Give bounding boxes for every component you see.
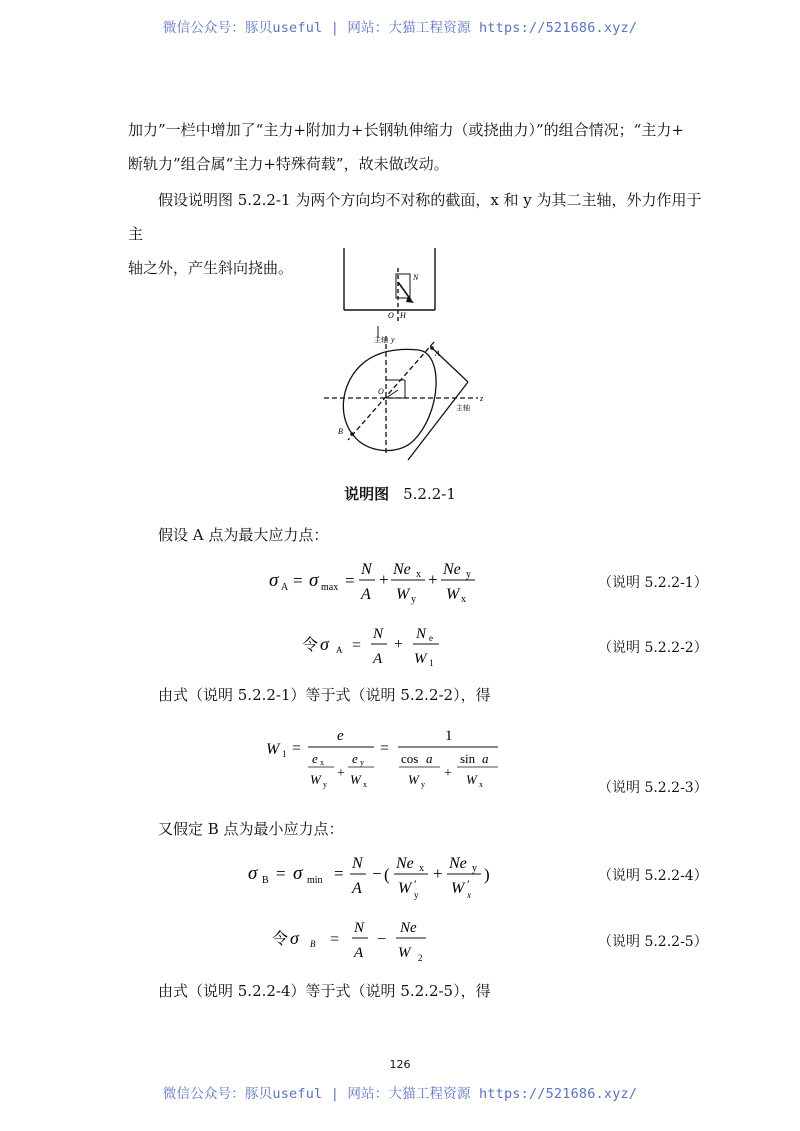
svg-text:W: W [446, 586, 460, 603]
svg-text:x: x [320, 758, 324, 767]
paragraph-6 [128, 974, 708, 1008]
equation-5-number: （说明 5.2.2-5） [598, 934, 708, 950]
label-B: B [338, 427, 343, 436]
svg-text:x: x [479, 780, 483, 789]
svg-text:cos: cos [401, 751, 419, 766]
svg-text:B: B [310, 939, 316, 949]
label-O-top: O [388, 311, 394, 320]
svg-text:e: e [312, 751, 318, 766]
svg-text:x: x [461, 594, 466, 605]
equation-5 [268, 916, 448, 968]
svg-text:1: 1 [282, 749, 287, 759]
svg-text:W: W [466, 772, 477, 787]
svg-text:W: W [414, 651, 427, 667]
svg-text:+: + [444, 766, 452, 781]
label-main-axis-right: 主轴 [456, 404, 470, 412]
svg-text:W: W [396, 586, 410, 603]
paragraph-1-line-1: 加力”一栏中增加了“主力+附加力+长钢轨伸缩力（或挠曲力）”的组合情况；“主力+ [128, 121, 684, 139]
svg-text:=: = [345, 571, 355, 590]
svg-text:+: + [428, 570, 438, 589]
equation-2 [298, 620, 458, 672]
svg-text:σ: σ [269, 570, 279, 591]
svg-text:=: = [334, 864, 344, 883]
paragraph-1-line-2: 断轨力”组合属“主力+特殊荷载”，故未做改动。 [128, 155, 449, 173]
label-main-axis-top: 主轴 [374, 336, 388, 344]
svg-text:x: x [363, 780, 367, 789]
svg-text:A: A [354, 945, 364, 961]
svg-text:N: N [361, 561, 372, 578]
svg-text:Ne: Ne [400, 920, 417, 936]
svg-text:B: B [262, 875, 269, 886]
svg-text:σ: σ [290, 928, 299, 948]
page-number: 126 [389, 1058, 411, 1071]
paragraph-5-text: 又假定 B 点为最小应力点： [158, 820, 344, 838]
label-z: z [480, 394, 484, 403]
label-A: A [435, 349, 440, 358]
svg-text:Ne: Ne [396, 855, 414, 872]
equation-4-number: （说明 5.2.2-4） [598, 868, 708, 884]
svg-text:=: = [352, 637, 362, 654]
svg-text:2: 2 [418, 953, 423, 963]
figure-caption-label: 说明图 [344, 485, 390, 503]
svg-text:y: y [466, 569, 471, 580]
svg-text:min: min [307, 875, 323, 886]
svg-text:=: = [330, 931, 340, 948]
svg-text:y: y [414, 890, 419, 900]
svg-text:y: y [472, 863, 477, 874]
svg-text:Ne: Ne [443, 561, 461, 578]
svg-text:e: e [429, 633, 433, 643]
svg-text:=: = [380, 740, 390, 757]
equation-1 [265, 552, 495, 608]
paragraph-3-text: 假设 A 点为最大应力点： [158, 526, 329, 544]
svg-text:=: = [292, 740, 302, 757]
svg-text:N: N [416, 626, 427, 642]
label-H: H [400, 311, 406, 320]
svg-text:1: 1 [429, 658, 434, 668]
paragraph-6-text: 由式（说明 5.2.2-4）等于式（说明 5.2.2-5），得 [158, 982, 491, 1000]
svg-text:max: max [321, 582, 339, 593]
svg-text:=: = [293, 571, 303, 590]
paragraph-1 [128, 113, 708, 181]
svg-text:N: N [373, 626, 384, 642]
paragraph-2-line-2: 轴之外，产生斜向挠曲。 [128, 259, 294, 277]
svg-text:sin: sin [460, 751, 476, 766]
svg-text:−: − [377, 931, 387, 948]
equation-3 [262, 722, 512, 798]
svg-text:y: y [323, 780, 327, 789]
svg-text:y: y [421, 780, 425, 789]
equation-4 [244, 848, 504, 904]
svg-text:−: − [372, 864, 382, 883]
svg-text:Ne: Ne [449, 855, 467, 872]
paragraph-2-line-1: 假设说明图 5.2.2-1 为两个方向均不对称的截面，x 和 y 为其二主轴，外力作用于主 [128, 191, 702, 243]
svg-text:+: + [379, 570, 389, 589]
equation-2-number: （说明 5.2.2-2） [598, 640, 708, 656]
svg-text:x: x [419, 863, 424, 874]
paragraph-5 [128, 812, 708, 846]
svg-text:A: A [336, 645, 343, 655]
paragraph-4-text: 由式（说明 5.2.2-1）等于式（说明 5.2.2-2），得 [158, 686, 491, 704]
svg-text:+: + [433, 864, 443, 883]
paragraph-3 [128, 518, 708, 552]
svg-text:y: y [411, 594, 416, 605]
svg-text:σ: σ [309, 570, 319, 591]
svg-text:W: W [310, 772, 321, 787]
svg-text:a: a [482, 751, 489, 766]
svg-text:′: ′ [414, 877, 417, 891]
svg-text:e: e [337, 728, 344, 744]
svg-text:A: A [281, 582, 289, 593]
svg-text:W: W [350, 772, 361, 787]
paragraph-4 [128, 678, 708, 712]
svg-text:令: 令 [272, 931, 289, 948]
label-y: y [391, 335, 395, 344]
svg-text:): ) [484, 865, 490, 884]
svg-text:N: N [354, 920, 365, 936]
svg-text:σ: σ [293, 863, 303, 884]
svg-text:Ne: Ne [393, 561, 411, 578]
svg-text:y: y [360, 758, 364, 767]
svg-text:=: = [276, 864, 286, 883]
svg-text:′: ′ [467, 877, 470, 891]
svg-text:A: A [373, 651, 383, 667]
svg-text:1: 1 [445, 728, 453, 744]
label-N: N [413, 273, 419, 282]
watermark-bottom: 微信公众号：豚贝useful | 网站：大猫工程资源 https://521686.xyz/ [162, 1086, 638, 1102]
svg-text:+: + [337, 766, 345, 781]
section-sketch [324, 336, 478, 460]
svg-text:x: x [416, 569, 421, 580]
svg-text:+: + [394, 636, 404, 653]
svg-text:W: W [451, 880, 465, 897]
equation-1-number: （说明 5.2.2-1） [598, 575, 708, 591]
svg-text:W: W [266, 741, 280, 758]
svg-text:W: W [408, 772, 419, 787]
svg-text:σ: σ [248, 863, 258, 884]
cross-section-figure [318, 246, 498, 471]
svg-text:W: W [398, 880, 412, 897]
figure-caption-number: 5.2.2-1 [403, 485, 456, 503]
figure-caption [0, 483, 800, 504]
label-O: O [378, 387, 384, 396]
svg-text:A: A [361, 586, 371, 603]
svg-text:σ: σ [320, 634, 329, 654]
svg-text:x: x [467, 890, 471, 900]
watermark-top: 微信公众号：豚贝useful | 网站：大猫工程资源 https://521686.xyz/ [162, 20, 638, 36]
svg-text:a: a [426, 751, 433, 766]
svg-text:e: e [352, 751, 358, 766]
svg-text:A: A [352, 880, 362, 897]
svg-text:(: ( [384, 865, 390, 884]
svg-text:N: N [352, 855, 363, 872]
svg-text:令: 令 [302, 637, 319, 654]
equation-3-number: （说明 5.2.2-3） [598, 780, 708, 796]
svg-text:W: W [398, 945, 411, 961]
